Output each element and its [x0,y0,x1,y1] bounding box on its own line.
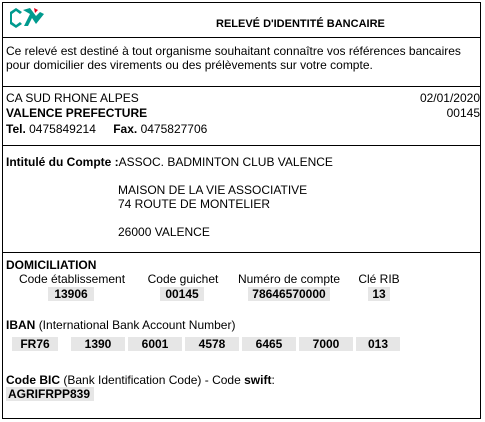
agency-code: 00145 [446,106,480,120]
account-number-label: Numéro de compte [237,272,341,286]
iban-group: FR76 [12,337,58,351]
swift-label: swift [244,373,272,387]
iban-group: 7000 [299,337,353,351]
divider [2,86,481,87]
bank-code-value: 13906 [48,287,94,301]
statement-date: 02/01/2020 [419,91,480,105]
agency-name: CA SUD RHONE ALPES [6,91,139,105]
tel-number: 0475849214 [29,122,96,136]
bic-label: Code BIC [6,373,60,387]
tel-label: Tel. [6,122,26,136]
fax-label: Fax. [113,122,138,136]
iban-group: 013 [356,337,400,351]
iban-group: 4578 [185,337,239,351]
address-line-1: MAISON DE LA VIE ASSOCIATIVE [118,183,308,197]
bic-value: AGRIFRPP839 [6,387,94,401]
account-holder-line [6,155,333,169]
branch-code-label: Code guichet [147,272,219,286]
bic-colon: : [271,373,275,387]
account-holder-name: ASSOC. BADMINTON CLUB VALENCE [118,155,333,169]
rib-key-value: 13 [368,287,390,301]
fax-number: 0475827706 [140,122,208,136]
divider [2,145,481,146]
iban-group: 1390 [71,337,125,351]
account-holder-label: Intitulé du Compte : [6,155,119,169]
bank-code-label: Code établissement [18,272,126,286]
intro-text-line-2: pour domicilier des virements ou des prélèvements sur votre compte. [6,58,373,72]
iban-label-line [6,318,235,332]
address-line-2: 74 ROUTE DE MONTELIER [118,197,271,211]
iban-group: 6465 [242,337,296,351]
account-number-value: 78646570000 [248,287,330,301]
iban-label: IBAN [6,318,36,332]
bic-label-line [6,373,275,387]
bic-label-detail: (Bank Identification Code) - Code [63,373,241,387]
divider [2,37,481,38]
address-postcode-city: 26000 VALENCE [118,225,210,239]
iban-group: 6001 [128,337,182,351]
intro-text-line-1: Ce relevé est destiné à tout organisme souhaitant connaître vos références bancaires [6,44,461,58]
branch-code-value: 00145 [160,287,204,301]
agency-contact [6,122,207,136]
document-title: RELEVÉ D'IDENTITÉ BANCAIRE [216,18,385,30]
iban-label-detail: (International Bank Account Number) [38,318,236,332]
domiciliation-title: DOMICILIATION [6,258,97,272]
divider [2,252,481,253]
credit-agricole-logo [6,6,46,30]
agency-branch: VALENCE PREFECTURE [6,106,148,120]
rib-key-label: Clé RIB [358,272,400,286]
